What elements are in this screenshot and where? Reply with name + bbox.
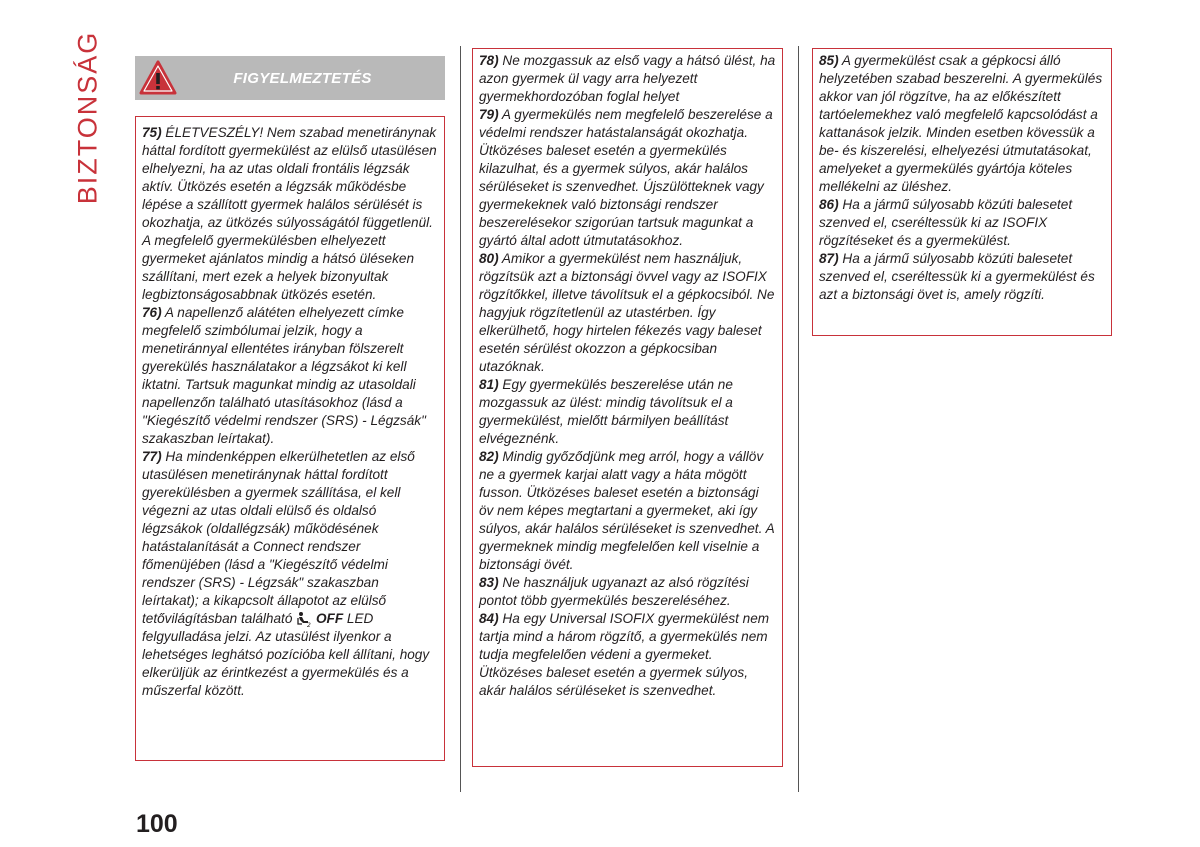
column-divider xyxy=(798,46,799,792)
warning-item-78: 78) Ne mozgassuk az első vagy a hátsó ülést, ha azon gyermek ül vagy arra helyezett gyermekhordozóban foglal helyet xyxy=(479,53,776,104)
column-divider xyxy=(460,46,461,792)
warning-item-82: 82) Mindig győződjünk meg arról, hogy a vállöv ne a gyermek karjai alatt vagy a háta mögött fusson. Ütközéses baleset esetén a biztonsági öv nem képes megtartani a gyermeket, aki így súlyos, akár halálos sérüléseket is szenvedhet. A gyermeknek mindig megfelelően kell viselnie a biztonsági övét. xyxy=(479,449,775,572)
warning-box-column-1 xyxy=(135,116,445,761)
warning-title: FIGYELMEZTETÉS xyxy=(233,69,372,87)
warning-triangle-icon xyxy=(136,56,180,100)
warning-item-86: 86) Ha a jármű súlyosabb közúti balesetet szenved el, cseréltessük ki az ISOFIX rögzítéseket és a gyermekülést. xyxy=(819,197,1073,248)
warning-item-85: 85) A gyermekülést csak a gépkocsi álló helyzetében szabad beszerelni. A gyermekülés akkor van jól rögzítve, ha az előkészített tartóelemekhez való megfelelő kapcsolódást a kattanások jelzik. Minden esetben kövessük a be- és kiszerelési, elhelyezési útmutatásokat, amelyeket a gyermekülés gyártója köteles mellékelni az üléshez. xyxy=(819,53,1103,194)
section-title-text: BIZTONSÁG xyxy=(72,30,103,205)
page-number: 100 xyxy=(136,810,178,838)
warning-box-column-3 xyxy=(812,48,1112,336)
svg-text:2: 2 xyxy=(307,622,311,628)
warning-item-87: 87) Ha a jármű súlyosabb közúti balesetet szenved el, cseréltessük ki a gyermekülést és azt a biztonsági övet is, amely rögzíti. xyxy=(819,251,1095,302)
warning-header xyxy=(135,56,445,100)
warning-item-84: 84) Ha egy Universal ISOFIX gyermekülést nem tartja mind a három rögzítő, a gyermekülés nem tudja megfelelően védeni a gyermeket. Ütközéses baleset esetén a gyermek súlyos, akár halálos sérüléseket is szenvedhet. xyxy=(479,611,770,698)
warning-item-83: 83) Ne használjuk ugyanazt az alsó rögzítési pontot több gyermekülés beszereléséhez. xyxy=(479,575,749,608)
airbag-off-seat-icon xyxy=(296,611,312,627)
warning-item-76: 76) A napellenző alátéten elhelyezett címke megfelelő szimbólumai jelzik, hogy a menetiránnyal ellentétes irányban fölszerelt gyerekülés használatakor a légzsákot ki kell iktatni. Tartsuk magunkat mindig az utasoldali napellenzőn található utasításokhoz (lásd a "Kiegészítő védelmi rendszer (SRS) - Légzsák" szakaszban leírtakat). xyxy=(142,305,426,446)
warning-item-81: 81) Egy gyermekülés beszerelése után ne mozgassuk az ülést: mindig távolítsuk el a gyermekülést, mielőtt bármilyen beállítást elvégeznénk. xyxy=(479,377,733,446)
warning-item-80: 80) Amikor a gyermekülést nem használjuk, rögzítsük azt a biztonsági övvel vagy az ISOFIX rögzítőkkel, illetve távolítsuk el a gépkocsiból. Ne hagyjuk rögzítetlenül az utastérben. Így elkerülhető, hogy hirtelen fékezés vagy baleset esetén sérülést okozzon a gépkocsiban utazóknak. xyxy=(479,251,775,374)
warning-item-77: 77) Ha mindenképpen elkerülhetetlen az első utasülésen menetiránynak háttal fordított gyerekülésben a gyermek szállítása, el kell végezni az utas oldali elülső és oldalsó légzsákok (oldallégzsák) működésének hatástalanítását a Connect rendszer főmenüjében (lásd a "Kiegészítő védelmi rendszer (SRS) - Légzsák" szakaszban leírtakat); a kikapcsolt állapotot az elülső tetővilágításban található 2 OFF LED felgyulladása jelzi. Az utasülést ilyenkor a lehetséges leghátsó pozícióba kell állítani, hogy elkerüljük az érintkezést a gyermekülés és a műszerfal között. xyxy=(142,449,430,698)
warning-box-column-2 xyxy=(472,48,783,767)
warning-item-79: 79) A gyermekülés nem megfelelő beszerelése a védelmi rendszer hatástalanságát okozhatja. Ütközéses baleset esetén a gyermekülés kilazulhat, és a gyermek súlyos, akár halálos sérüléseket is szenvedhet. Újszülötteknek vagy gyermekeknek való biztonsági rendszer beszerelésekor szigorúan tartsuk magunkat a gyártó által adott útmutatásokhoz. xyxy=(479,107,773,248)
warning-item-75: 75) ÉLETVESZÉLY! Nem szabad menetiránynak háttal fordított gyermekülést az elülső utasülésen elhelyezni, ha az utas oldali frontális légzsák aktív. Ütközés esetén a légzsák működésbe lépése a szállított gyermek halálos sérülését is okozhatja, az ütközés súlyosságától függetlenül. A megfelelő gyermekülésben elhelyezett gyermeket ajánlatos mindig a hátsó üléseken szállítani, mert ezek a helyek bizonyultak legbiztonságosabbnak ütközés esetén. xyxy=(142,125,437,302)
section-title-vertical xyxy=(68,30,108,205)
